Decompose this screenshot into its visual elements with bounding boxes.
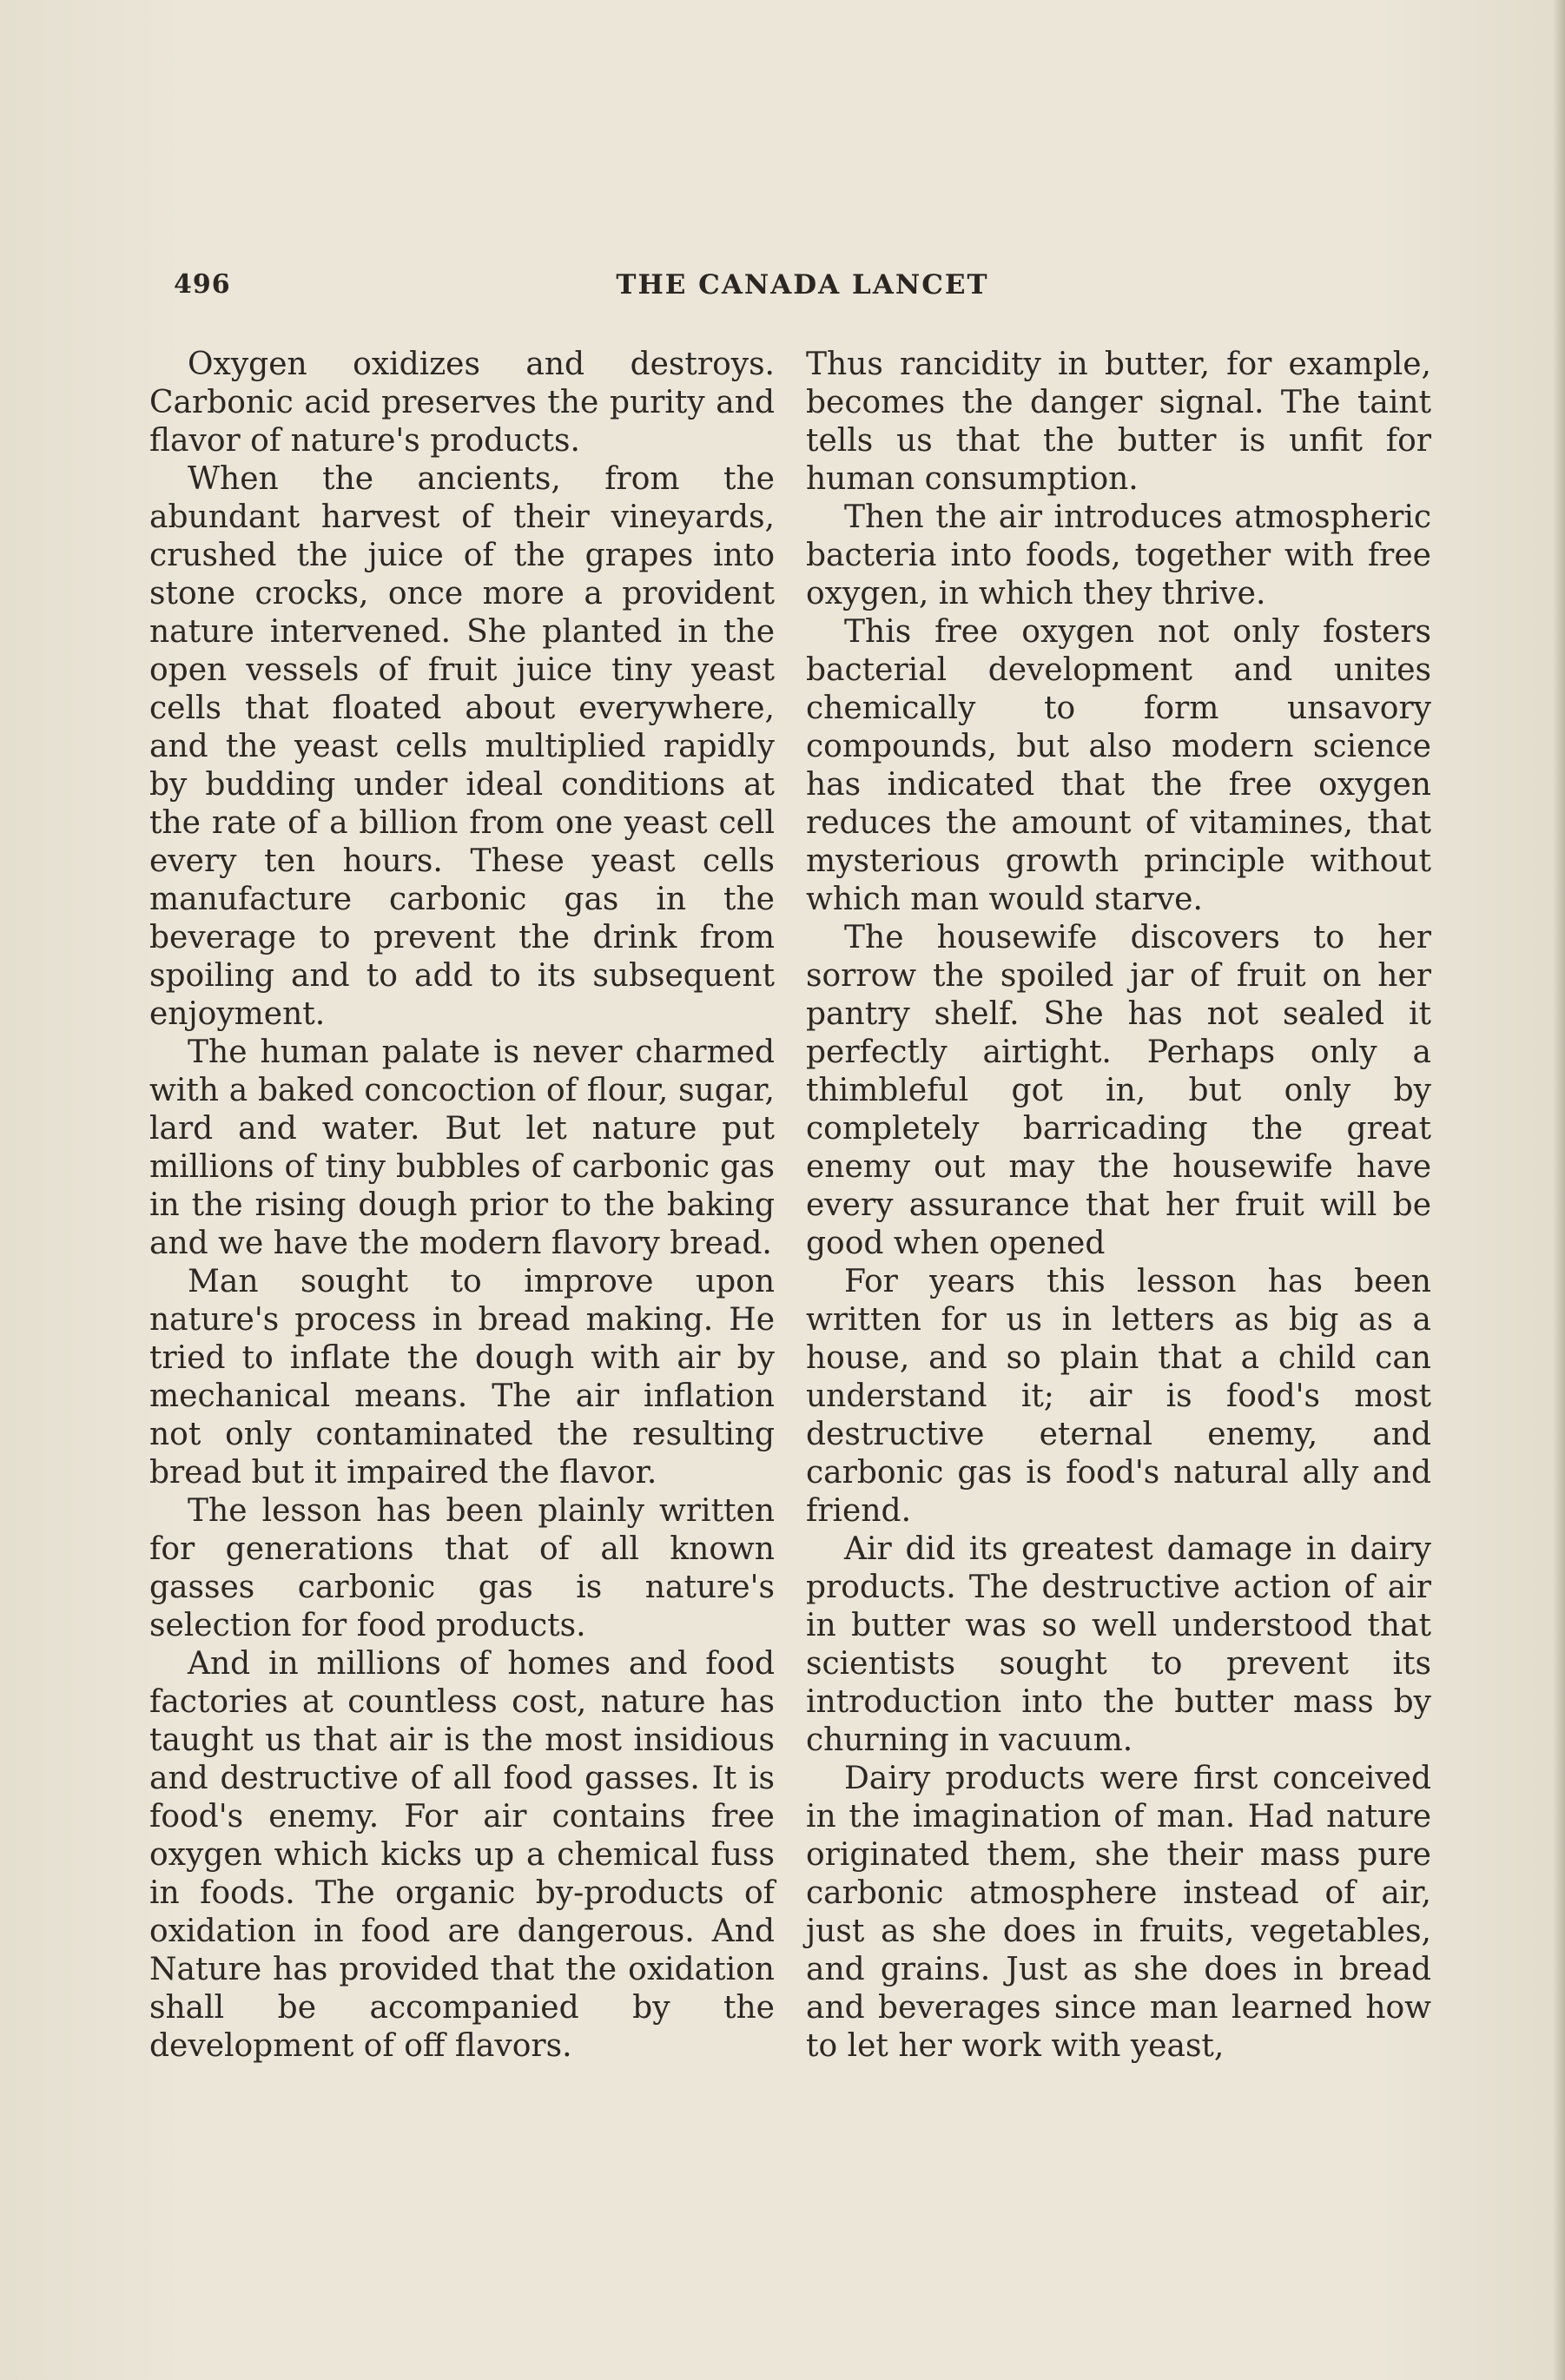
paragraph: The lesson has been plainly written for generations that of all known gasses carbonic gas is nature's selection for food products.	[149, 1493, 775, 1643]
left-column	[149, 346, 775, 2066]
paragraph: When the ancients, from the abundant harvest of their vineyards, crushed the juice of the grapes into stone crocks, once more a provident nature intervened. She planted in the open vessels of fruit juice tiny yeast cells that floated about everywhere, and the yeast cells multiplied rapidly by budding under ideal conditions at the rate of a billion from one yeast cell every ten hours. These yeast cells manufacture carbonic gas in the beverage to prevent the drink from spoiling and to add to its subsequent enjoyment.	[149, 461, 775, 1032]
page-edge-shadow	[1553, 0, 1565, 2380]
paragraph: And in millions of homes and food factories at countless cost, nature has taught us that air is the most insidious and destructive of all food gasses. It is food's enemy. For air contains free oxygen which kicks up a chemical fuss in foods. The organic by-products of oxidation in food are dangerous. And Nature has provided that the oxidation shall be accompanied by the development of off flavors.	[149, 1646, 775, 2064]
paragraph: Man sought to improve upon nature's process in bread making. He tried to inflate the dough with air by mechanical means. The air inflation not only contaminated the resulting bread but it impaired the flavor.	[149, 1264, 775, 1491]
paragraph: Then the air introduces atmospheric bacteria into foods, together with free oxygen, in which they thrive.	[806, 499, 1431, 612]
running-head	[174, 269, 1431, 307]
paragraph: Air did its greatest damage in dairy products. The destructive action of air in butter was so well understood that scientists sought to prevent its introduction into the butter mass by churning in vacuum.	[806, 1531, 1431, 1758]
paragraph: Dairy products were first conceived in the imagination of man. Had nature originated them, she their mass pure carbonic atmosphere instead of air, just as she does in fruits, vegetables, and grains. Just as she does in bread and beverages since man learned how to let her work with yeast,	[806, 1761, 1431, 2064]
paragraph-continued: Thus rancidity in butter, for example, becomes the danger signal. The taint tells us that the butter is unfit for human consumption.	[806, 347, 1431, 497]
paragraph: The housewife discovers to her sorrow the spoiled jar of fruit on her pantry shelf. She has not sealed it perfectly airtight. Perhaps only a thimbleful got in, but only by completely barricading the great enemy out may the housewife have every assurance that her fruit will be good when opened	[806, 920, 1431, 1261]
right-column	[806, 346, 1431, 2066]
paragraph: Oxygen oxidizes and destroys. Carbonic acid preserves the purity and flavor of nature's products.	[149, 347, 775, 459]
page-number: 496	[174, 269, 231, 300]
paragraph: For years this lesson has been written for us in letters as big as a house, and so plain that a child can understand it; air is food's most destructive eternal enemy, and carbonic gas is food's natural ally and friend.	[806, 1264, 1431, 1529]
paragraph: This free oxygen not only fosters bacterial development and unites chemically to form unsavory compounds, but also modern science has indicated that the free oxygen reduces the amount of vitamines, that mysterious growth principle without which man would starve.	[806, 614, 1431, 917]
journal-title: THE CANADA LANCET	[616, 269, 989, 301]
paragraph: The human palate is never charmed with a baked concoction of flour, sugar, lard and water. But let nature put millions of tiny bubbles of carbonic gas in the rising dough prior to the baking and we have the modern flavory bread.	[149, 1035, 775, 1261]
